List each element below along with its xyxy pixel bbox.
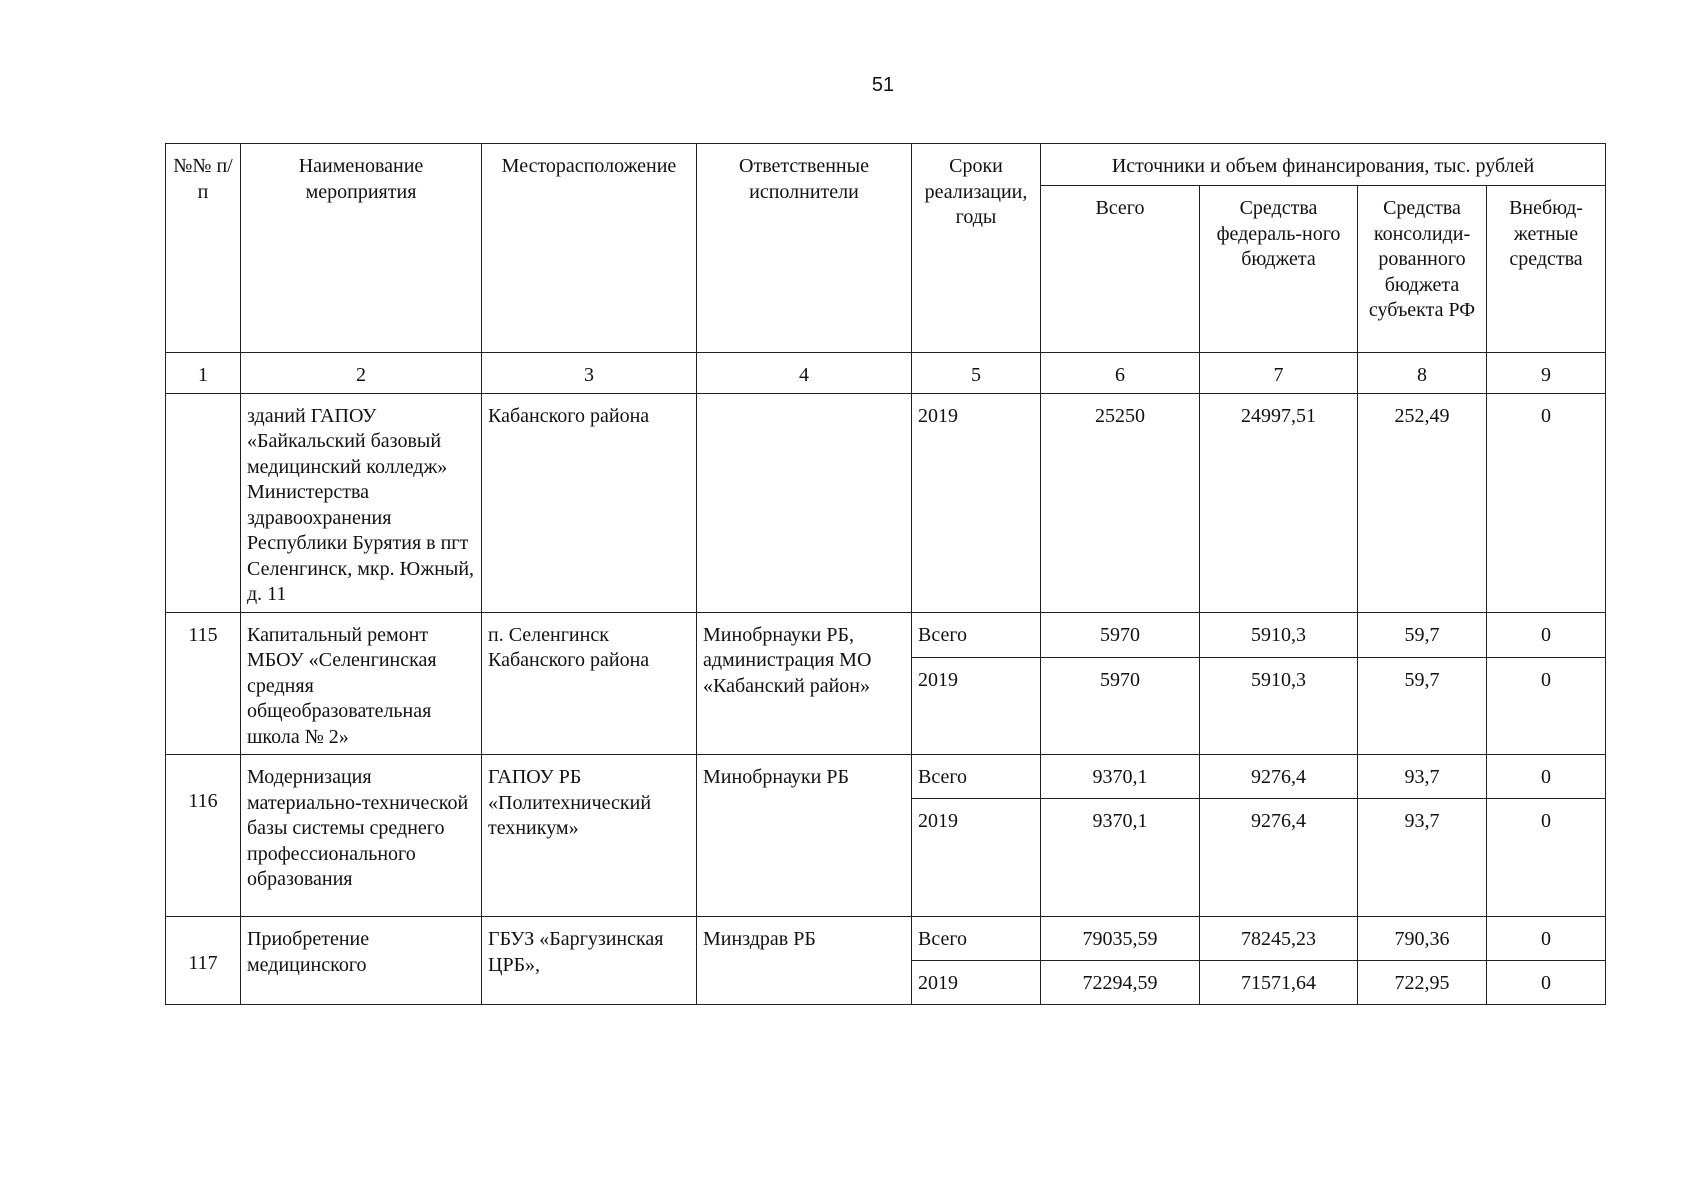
column-number: 1	[166, 353, 241, 394]
row-extra: 0	[1487, 917, 1606, 961]
row-total: 79035,59	[1041, 917, 1200, 961]
column-number: 5	[912, 353, 1041, 394]
header-name: Наименование мероприятия	[241, 144, 482, 353]
row-federal: 5910,3	[1200, 612, 1358, 658]
row-regional: 93,7	[1358, 799, 1487, 917]
row-total: 25250	[1041, 393, 1200, 612]
row-regional: 93,7	[1358, 755, 1487, 799]
row-no: 115	[166, 612, 241, 755]
table-row	[166, 755, 1606, 799]
row-extra: 0	[1487, 961, 1606, 1005]
row-no: 117	[166, 917, 241, 1005]
row-total: 5970	[1041, 658, 1200, 755]
header-no: №№ п/п	[166, 144, 241, 353]
row-regional: 252,49	[1358, 393, 1487, 612]
row-location: Кабанского района	[482, 393, 697, 612]
row-extra: 0	[1487, 799, 1606, 917]
row-executors: Минобрнауки РБ	[697, 755, 912, 917]
column-number: 6	[1041, 353, 1200, 394]
row-period: 2019	[912, 961, 1041, 1005]
header-financing: Источники и объем финансирования, тыс. рублей	[1041, 144, 1606, 186]
row-name: Модернизация материально-технической базы системы среднего профессионального образования	[241, 755, 482, 917]
financing-table	[165, 143, 1606, 1005]
row-location: ГБУЗ «Баргузинская ЦРБ»,	[482, 917, 697, 1005]
table-row	[166, 393, 1606, 612]
header-period: Сроки реализации, годы	[912, 144, 1041, 353]
column-number: 7	[1200, 353, 1358, 394]
row-no: 116	[166, 755, 241, 917]
row-total: 5970	[1041, 612, 1200, 658]
row-federal: 5910,3	[1200, 658, 1358, 755]
row-period: 2019	[912, 393, 1041, 612]
table-row	[166, 612, 1606, 658]
row-extra: 0	[1487, 658, 1606, 755]
row-period: Всего	[912, 612, 1041, 658]
header-executors: Ответственные исполнители	[697, 144, 912, 353]
row-extra: 0	[1487, 612, 1606, 658]
row-extra: 0	[1487, 393, 1606, 612]
row-location: ГАПОУ РБ «Политехнический техникум»	[482, 755, 697, 917]
header-federal: Средства федераль-ного бюджета	[1200, 186, 1358, 353]
row-name: Приобретение медицинского	[241, 917, 482, 1005]
row-federal: 78245,23	[1200, 917, 1358, 961]
row-executors	[697, 393, 912, 612]
row-location: п. Селенгинск Кабанского района	[482, 612, 697, 755]
row-regional: 59,7	[1358, 612, 1487, 658]
row-no	[166, 393, 241, 612]
header-extra: Внебюд-жетные средства	[1487, 186, 1606, 353]
row-total: 9370,1	[1041, 799, 1200, 917]
column-number: 4	[697, 353, 912, 394]
row-total: 72294,59	[1041, 961, 1200, 1005]
row-federal: 9276,4	[1200, 799, 1358, 917]
row-federal: 9276,4	[1200, 755, 1358, 799]
row-regional: 722,95	[1358, 961, 1487, 1005]
row-regional: 790,36	[1358, 917, 1487, 961]
column-number: 2	[241, 353, 482, 394]
table-row	[166, 917, 1606, 961]
row-regional: 59,7	[1358, 658, 1487, 755]
header-location: Месторасположение	[482, 144, 697, 353]
row-extra: 0	[1487, 755, 1606, 799]
row-period: 2019	[912, 658, 1041, 755]
row-executors: Минобрнауки РБ, администрация МО «Кабанский район»	[697, 612, 912, 755]
header-total: Всего	[1041, 186, 1200, 353]
header-regional: Средства консолиди-рованного бюджета субъекта РФ	[1358, 186, 1487, 353]
column-number: 3	[482, 353, 697, 394]
row-total: 9370,1	[1041, 755, 1200, 799]
row-period: Всего	[912, 755, 1041, 799]
page-number: 51	[871, 74, 895, 96]
row-period: 2019	[912, 799, 1041, 917]
column-number: 9	[1487, 353, 1606, 394]
row-federal: 24997,51	[1200, 393, 1358, 612]
column-number: 8	[1358, 353, 1487, 394]
column-number-row	[166, 353, 1606, 394]
row-federal: 71571,64	[1200, 961, 1358, 1005]
row-name: зданий ГАПОУ «Байкальский базовый медицинский колледж» Министерства здравоохранения Республики Бурятия в пгт Селенгинск, мкр. Южный, д. 11	[241, 393, 482, 612]
row-executors: Минздрав РБ	[697, 917, 912, 1005]
row-name: Капитальный ремонт МБОУ «Селенгинская средняя общеобразовательная школа № 2»	[241, 612, 482, 755]
row-period: Всего	[912, 917, 1041, 961]
